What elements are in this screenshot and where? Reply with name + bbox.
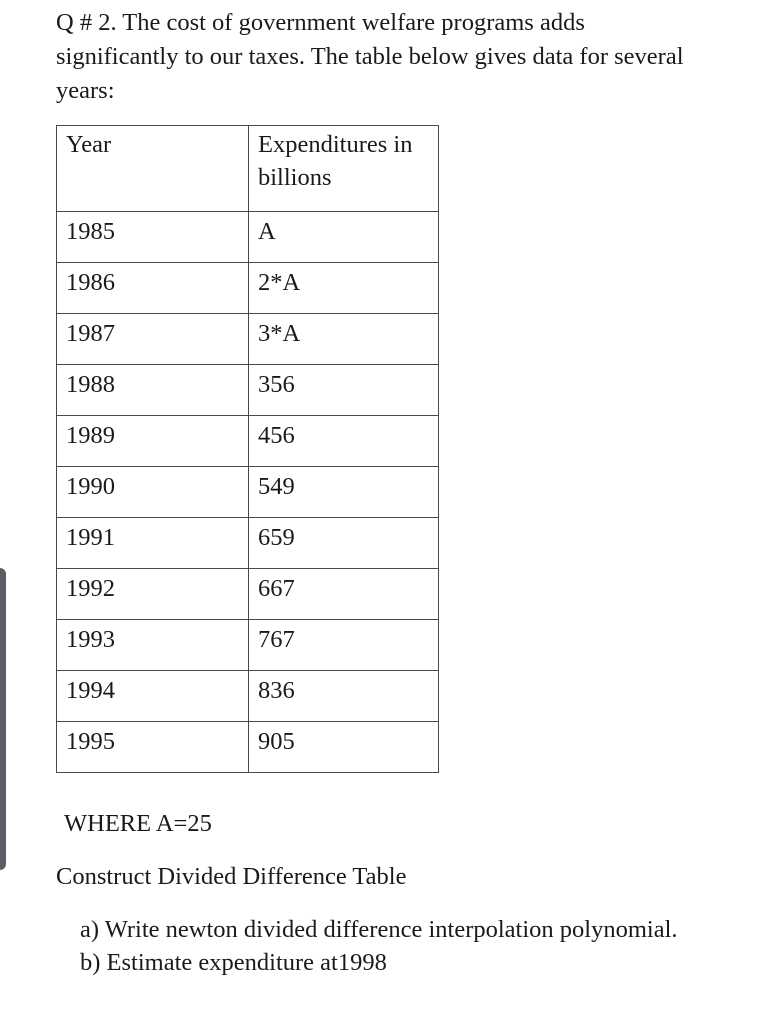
table-row: [57, 518, 439, 569]
expenditure-cell: 3*A: [249, 314, 439, 365]
year-cell: 1988: [57, 365, 249, 416]
expenditure-table: [56, 125, 439, 773]
table-row: [57, 569, 439, 620]
table-row: [57, 263, 439, 314]
expenditure-cell: 456: [249, 416, 439, 467]
header-expenditures: Expenditures in billions: [249, 126, 439, 212]
instruction-text: Construct Divided Difference Table: [56, 863, 407, 890]
question-text: Q # 2. The cost of government welfare programs adds significantly to our taxes. The table below gives data for several years:: [56, 9, 684, 104]
year-cell: 1987: [57, 314, 249, 365]
table-row: [57, 314, 439, 365]
year-cell: 1986: [57, 263, 249, 314]
year-cell: 1994: [57, 671, 249, 722]
table-row: [57, 467, 439, 518]
side-scroll-tab[interactable]: [0, 568, 6, 870]
expenditure-cell: 659: [249, 518, 439, 569]
year-cell: 1991: [57, 518, 249, 569]
header-year: Year: [57, 126, 249, 212]
expenditure-cell: 667: [249, 569, 439, 620]
year-cell: 1989: [57, 416, 249, 467]
table-header-row: [57, 126, 439, 212]
table-row: [57, 620, 439, 671]
expenditure-cell: 836: [249, 671, 439, 722]
expenditure-cell: 767: [249, 620, 439, 671]
year-cell: 1995: [57, 722, 249, 773]
table-row: [57, 722, 439, 773]
where-note: WHERE A=25: [64, 810, 212, 837]
task-item: b) Estimate expenditure at1998: [80, 949, 387, 976]
expenditure-cell: 2*A: [249, 263, 439, 314]
year-cell: 1992: [57, 569, 249, 620]
year-cell: 1990: [57, 467, 249, 518]
table-row: [57, 212, 439, 263]
expenditure-cell: 356: [249, 365, 439, 416]
expenditure-cell: 549: [249, 467, 439, 518]
year-cell: 1985: [57, 212, 249, 263]
task-list: [80, 913, 720, 979]
expenditure-cell: A: [249, 212, 439, 263]
table-row: [57, 416, 439, 467]
table-row: [57, 365, 439, 416]
task-item: a) Write newton divided difference interpolation polynomial.: [80, 916, 678, 943]
table-row: [57, 671, 439, 722]
expenditure-cell: 905: [249, 722, 439, 773]
year-cell: 1993: [57, 620, 249, 671]
